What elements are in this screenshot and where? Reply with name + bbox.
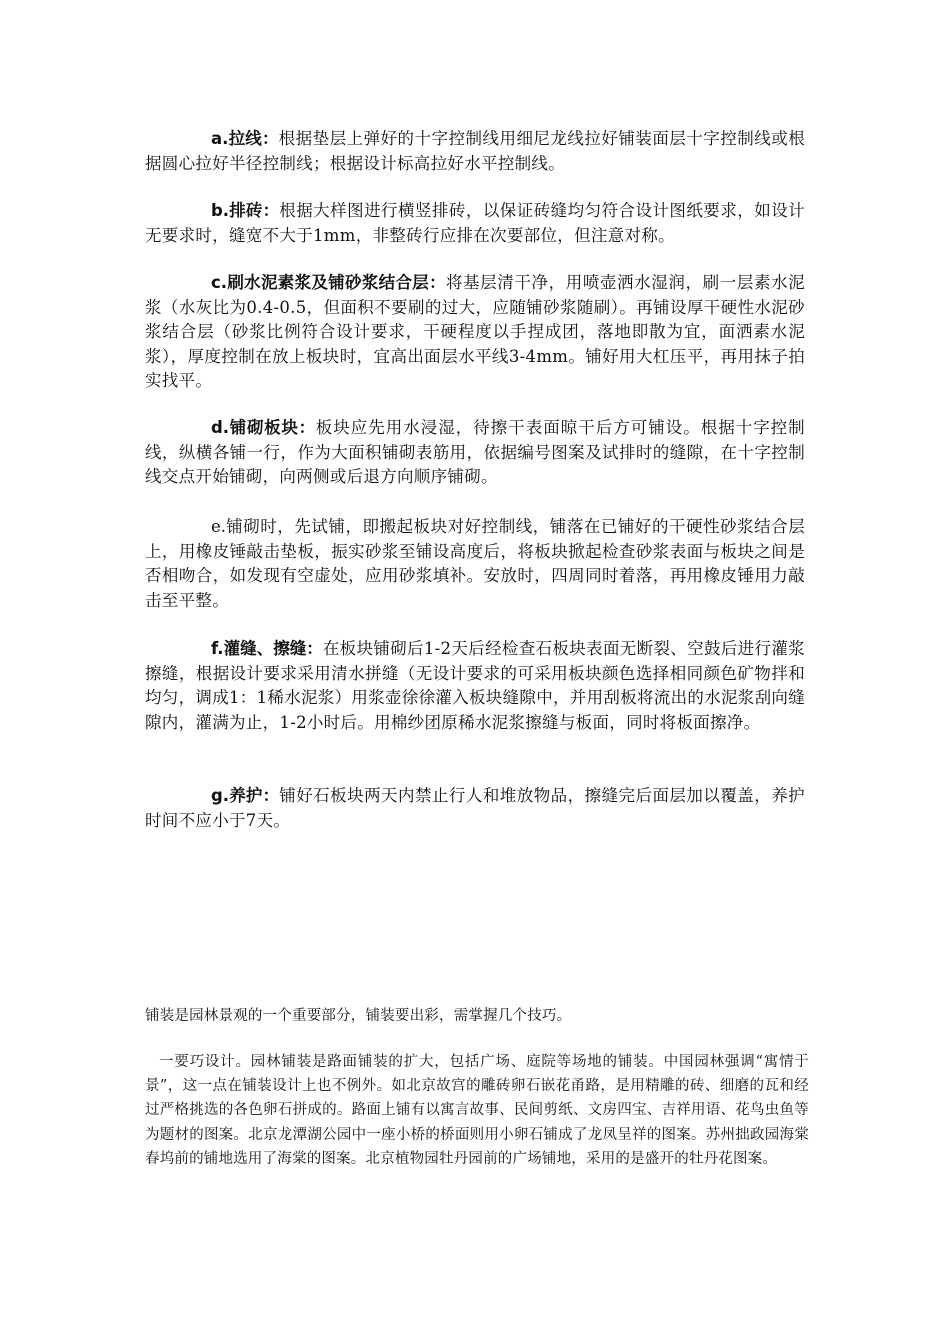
step-a-label: a.拉线： — [211, 129, 279, 148]
step-e-text: 铺砌时，先试铺，即搬起板块对好控制线，铺落在已铺好的干硬性砂浆结合层上，用橡皮锤敲击垫板，振实砂浆至铺设高度后，将板块掀起检查砂浆表面与板块之间是否相吻合，如发现有空虚处，应用砂浆填补。安放时，四周同时着落，再用橡皮锤用力敲击至平整。 — [145, 517, 805, 610]
step-a-paragraph — [145, 127, 805, 176]
step-g-text: 铺好石板块两天内禁止行人和堆放物品，擦缝完后面层加以覆盖，养护时间不应小于7天。 — [145, 786, 805, 830]
design-paragraph: 一要巧设计。园林铺装是路面铺装的扩大，包括广场、庭院等场地的铺装。中国园林强调“寓情于景”，这一点在铺装设计上也不例外。如北京故宫的雕砖卵石嵌花甬路，是用精雕的砖、细磨的瓦和经过严格挑选的各色卵石拼成的。路面上铺有以寓言故事、民间剪纸、文房四宝、吉祥用语、花鸟虫鱼等为题材的图案。北京龙潭湖公园中一座小桥的桥面则用小卵石铺成了龙凤呈祥的图案。苏州拙政园海棠春坞前的铺地选用了海棠的图案。北京植物园牡丹园前的广场铺地，采用的是盛开的牡丹花图案。 — [145, 1054, 809, 1167]
step-f-text: 在板块铺砌后1-2天后经检查石板块表面无断裂、空鼓后进行灌浆擦缝，根据设计要求采用清水拼缝（无设计要求的可采用板块颜色选择相同颜色矿物拌和均匀，调成1：1稀水泥浆）用浆壶徐徐灌入板块缝隙中，并用刮板将流出的水泥浆刮向缝隙内，灌满为止，1-2小时后。用棉纱团原稀水泥浆擦缝与板面，同时将板面擦净。 — [145, 639, 805, 732]
step-e-label: e. — [211, 517, 227, 536]
step-c-paragraph — [145, 271, 805, 394]
step-b-paragraph — [145, 199, 805, 248]
step-g-paragraph — [145, 784, 805, 833]
step-b-text: 根据大样图进行横竖排砖，以保证砖缝均匀符合设计图纸要求，如设计无要求时，缝宽不大于1mm，非整砖行应排在次要部位，但注意对称。 — [145, 201, 805, 245]
step-b-label: b.排砖： — [211, 201, 280, 220]
intro-sentence: 铺装是园林景观的一个重要部分，铺装要出彩，需掌握几个技巧。 — [145, 1008, 572, 1024]
step-f-label: f.灌缝、擦缝： — [211, 639, 323, 658]
step-c-text: 将基层清干净，用喷壶洒水湿润，刷一层素水泥浆（水灰比为0.4-0.5，但面积不要刷的过大，应随铺砂浆随刷）。再铺设厚干硬性水泥砂浆结合层（砂浆比例符合设计要求，干硬程度以手捏成团，落地即散为宜，面洒素水泥浆），厚度控制在放上板块时，宜高出面层水平线3-4mm。铺好用大杠压平，再用抹子拍实找平。 — [145, 273, 805, 390]
step-d-label: d.铺砌板块： — [211, 418, 316, 437]
step-g-label: g.养护： — [211, 786, 280, 805]
step-a-text: 根据垫层上弹好的十字控制线用细尼龙线拉好铺装面层十字控制线或根据圆心拉好半径控制线；根据设计标高拉好水平控制线。 — [145, 129, 805, 173]
step-d-paragraph — [145, 416, 805, 490]
step-c-label: c.刷水泥素浆及铺砂浆结合层： — [211, 273, 446, 292]
step-f-paragraph — [145, 637, 805, 735]
step-e-paragraph — [145, 515, 805, 613]
step-d-text: 板块应先用水浸湿，待擦干表面晾干后方可铺设。根据十字控制线，纵横各铺一行，作为大面积铺砌表筋用，依据编号图案及试排时的缝隙，在十字控制线交点开始铺砌，向两侧或后退方向顺序铺砌。 — [145, 418, 805, 486]
